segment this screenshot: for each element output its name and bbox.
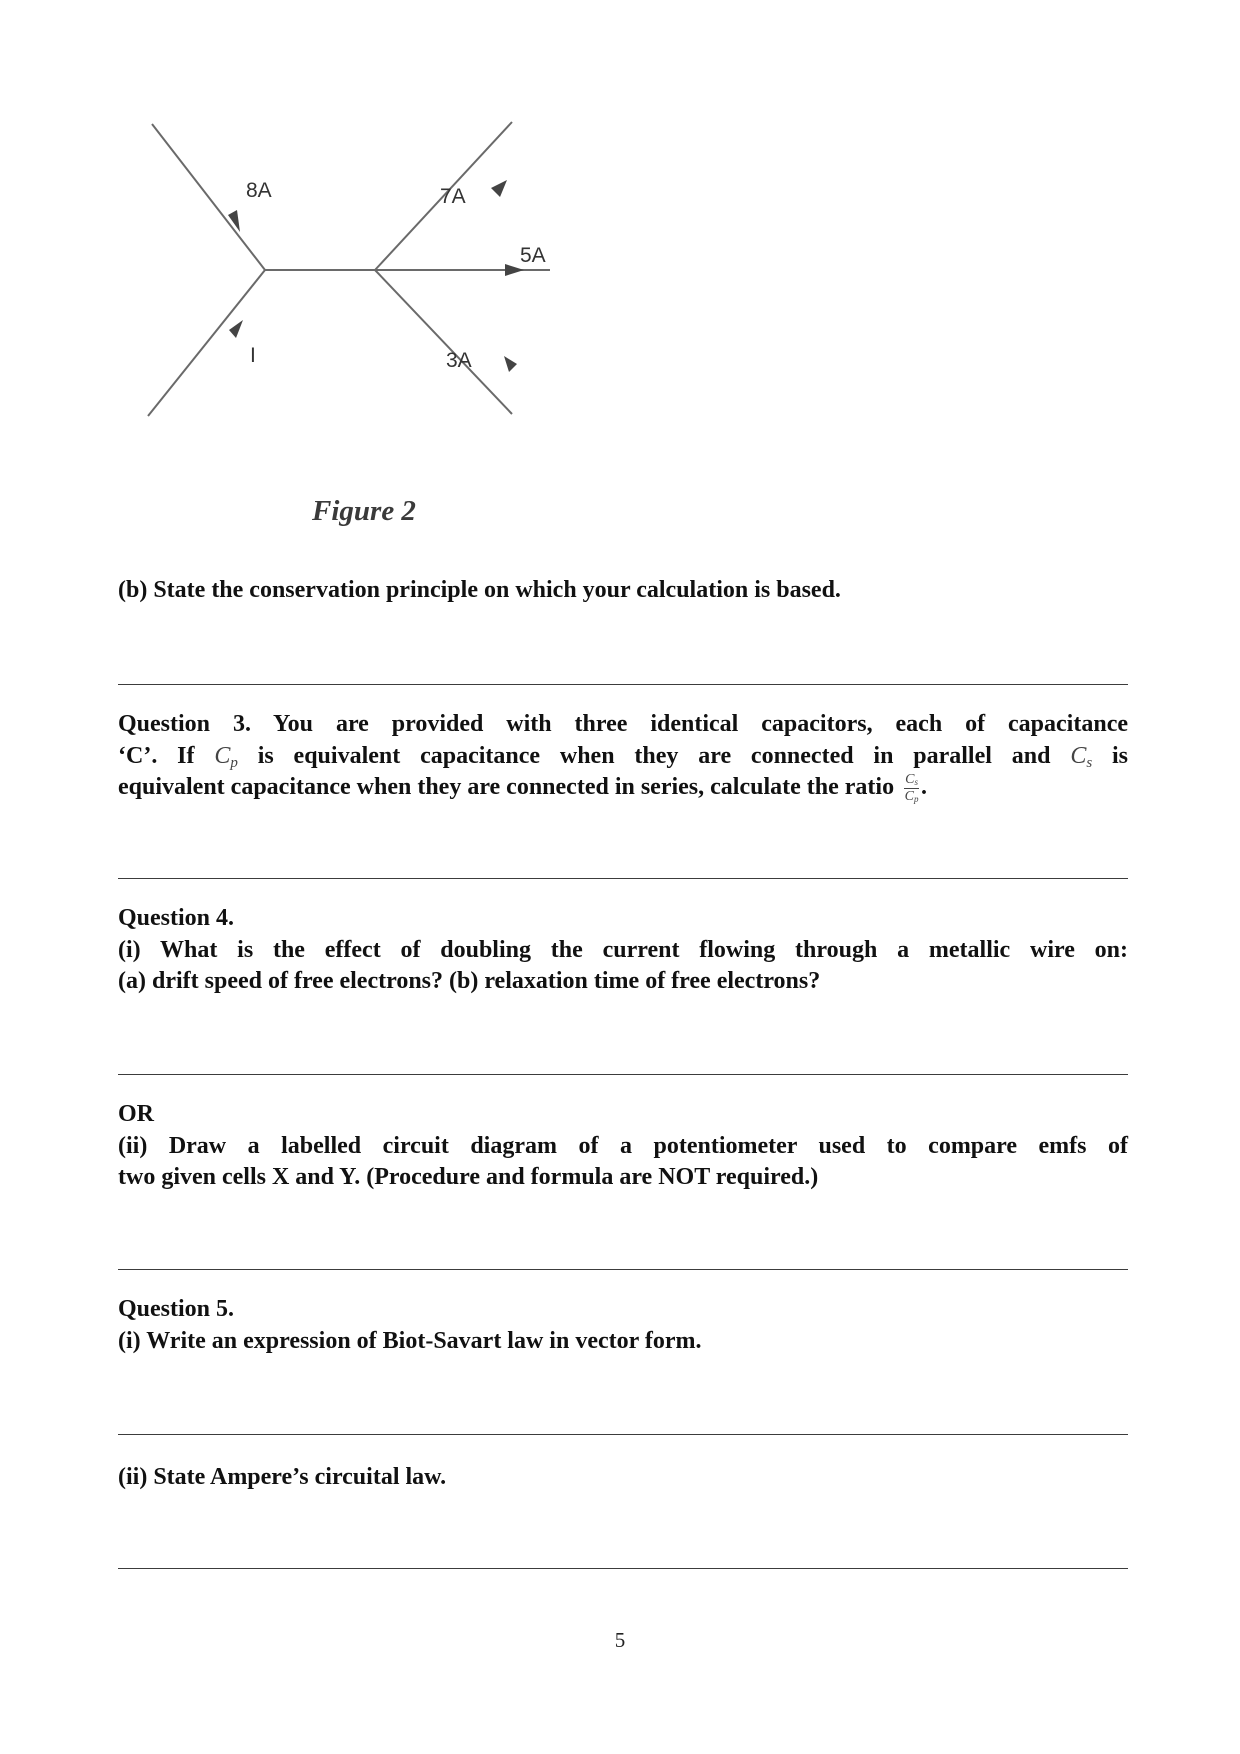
- question-4: [118, 903, 1128, 998]
- cp-base: C: [214, 742, 231, 769]
- part-b-text: (b) State the conservation principle on which your calculation is based.: [118, 577, 841, 603]
- question-4-heading: Question 4.: [118, 905, 235, 931]
- branch-bottom-left: [148, 270, 265, 416]
- label-8a: 8A: [246, 179, 272, 202]
- answer-rule: [118, 684, 1128, 685]
- label-5a: 5A: [520, 244, 546, 267]
- question-3-text: equivalent capacitance when they are connected in series, calculate the ratio: [118, 774, 895, 800]
- label-7a: 7A: [440, 185, 466, 208]
- answer-rule: [118, 1434, 1128, 1435]
- denominator-base: C: [904, 788, 914, 804]
- question-3: [118, 709, 1128, 804]
- question-4-part-ii-line-2: two given cells X and Y. (Procedure and formula are NOT required.): [118, 1164, 819, 1190]
- cs-sub: s: [1086, 754, 1093, 771]
- label-3a: 3A: [446, 349, 472, 372]
- denominator-sub: p: [913, 793, 919, 804]
- question-5-part-ii-block: [118, 1462, 1128, 1494]
- fraction-numerator: [904, 773, 919, 789]
- figure-caption: Figure 2: [312, 495, 416, 527]
- arrow-7a-icon: [491, 180, 507, 197]
- page-number: 5: [614, 1628, 626, 1652]
- question-5-part-i: (i) Write an expression of Biot-Savart law in vector form.: [118, 1327, 702, 1354]
- question-3-line-2: [118, 741, 1128, 773]
- or-label: OR: [118, 1101, 154, 1127]
- cs-symbol: [1070, 743, 1092, 769]
- question-4-or: [118, 1099, 1128, 1194]
- question-5: [118, 1294, 1128, 1357]
- cp-symbol: [214, 743, 238, 769]
- arrow-i-icon: [229, 320, 243, 338]
- question-3-period: .: [920, 774, 927, 800]
- answer-rule: [118, 1074, 1128, 1075]
- junction-diagram: [140, 120, 620, 540]
- figure-2: [140, 120, 620, 540]
- arrow-3a-icon: [504, 356, 517, 372]
- label-i: I: [250, 344, 256, 367]
- numerator-sub: s: [914, 776, 918, 787]
- question-3-line-3: [118, 772, 1128, 804]
- ratio-fraction: [904, 773, 919, 804]
- question-3-text: ‘C’. If: [118, 742, 195, 769]
- question-5-part-ii: (ii) State Ampere’s circuital law.: [118, 1464, 447, 1490]
- cs-base: C: [1070, 742, 1087, 769]
- answer-rule: [118, 878, 1128, 879]
- numerator-base: C: [905, 771, 915, 787]
- answer-rule: [118, 1568, 1128, 1569]
- fraction-denominator: [904, 789, 919, 804]
- question-3-text: is equivalent capacitance when they are connected in parallel and: [257, 742, 1051, 769]
- question-3-line-1: Question 3. You are provided with three identical capacitors, each of capacitance: [118, 711, 1128, 737]
- question-4-part-i-line-2: (a) drift speed of free electrons? (b) relaxation time of free electrons?: [118, 968, 821, 994]
- question-5-heading: Question 5.: [118, 1296, 235, 1322]
- question-3-text: is: [1112, 742, 1129, 769]
- question-4-part-ii-line-1: (ii) Draw a labelled circuit diagram of a potentiometer used to compare emfs of: [118, 1132, 1128, 1159]
- part-b: [118, 575, 1128, 607]
- answer-rule: [118, 1269, 1128, 1270]
- cp-sub: p: [230, 754, 238, 771]
- question-4-part-i-line-1: (i) What is the effect of doubling the current flowing through a metallic wire on:: [118, 936, 1128, 963]
- branch-bottom-right: [375, 270, 512, 414]
